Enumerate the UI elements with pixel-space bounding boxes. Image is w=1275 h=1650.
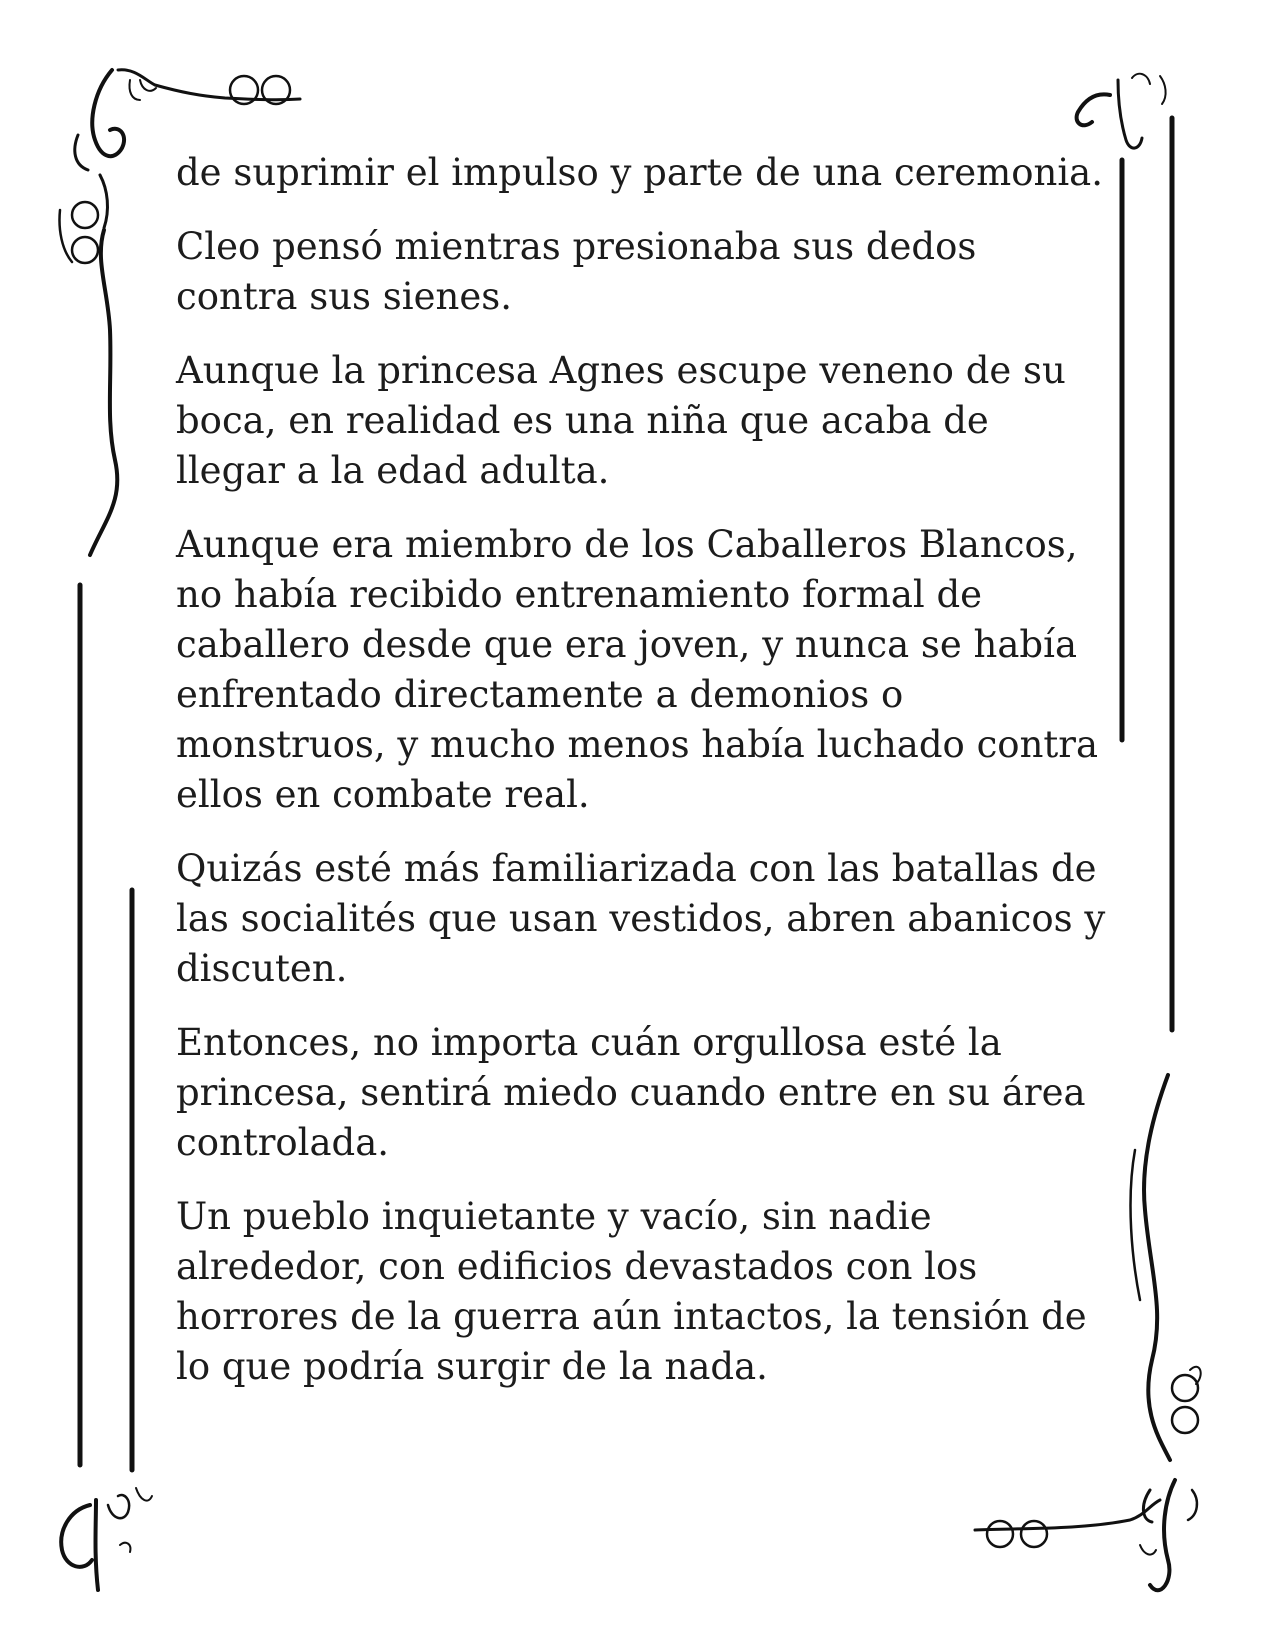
left-rails [80,585,132,1470]
paragraph: Entonces, no importa cuán orgullosa esté la princesa, sentirá miedo cuando entre en su área controlada. [176,1021,1086,1164]
paragraph: Aunque era miembro de los Caballeros Blancos, no había recibido entrenamiento formal de caballero desde que era joven, y nunca se había enfrentado directamente a demonios o monstruos, y mucho menos había luchado contra ellos en combate real. [176,523,1099,816]
document-body [176,148,1106,1416]
paragraph: Aunque la princesa Agnes escupe veneno de su boca, en realidad es una niña que acaba de llegar a la edad adulta. [176,349,1066,492]
paragraph: Quizás esté más familiarizada con las batallas de las socialités que usan vestidos, abren abanicos y discuten. [176,847,1106,990]
right-lower-flourish [1131,1075,1201,1460]
paragraph: Cleo pensó mientras presionaba sus dedos contra sus sienes. [176,225,977,318]
paragraph: Un pueblo inquietante y vacío, sin nadie alrededor, con edificios devastados con los horrores de la guerra aún intactos, la tensión de lo que podría surgir de la nada. [176,1195,1087,1388]
bottom-left-flourish [61,1488,152,1590]
paragraph: de suprimir el impulso y parte de una ceremonia. [176,151,1104,194]
bottom-right-flourish [975,1480,1197,1590]
